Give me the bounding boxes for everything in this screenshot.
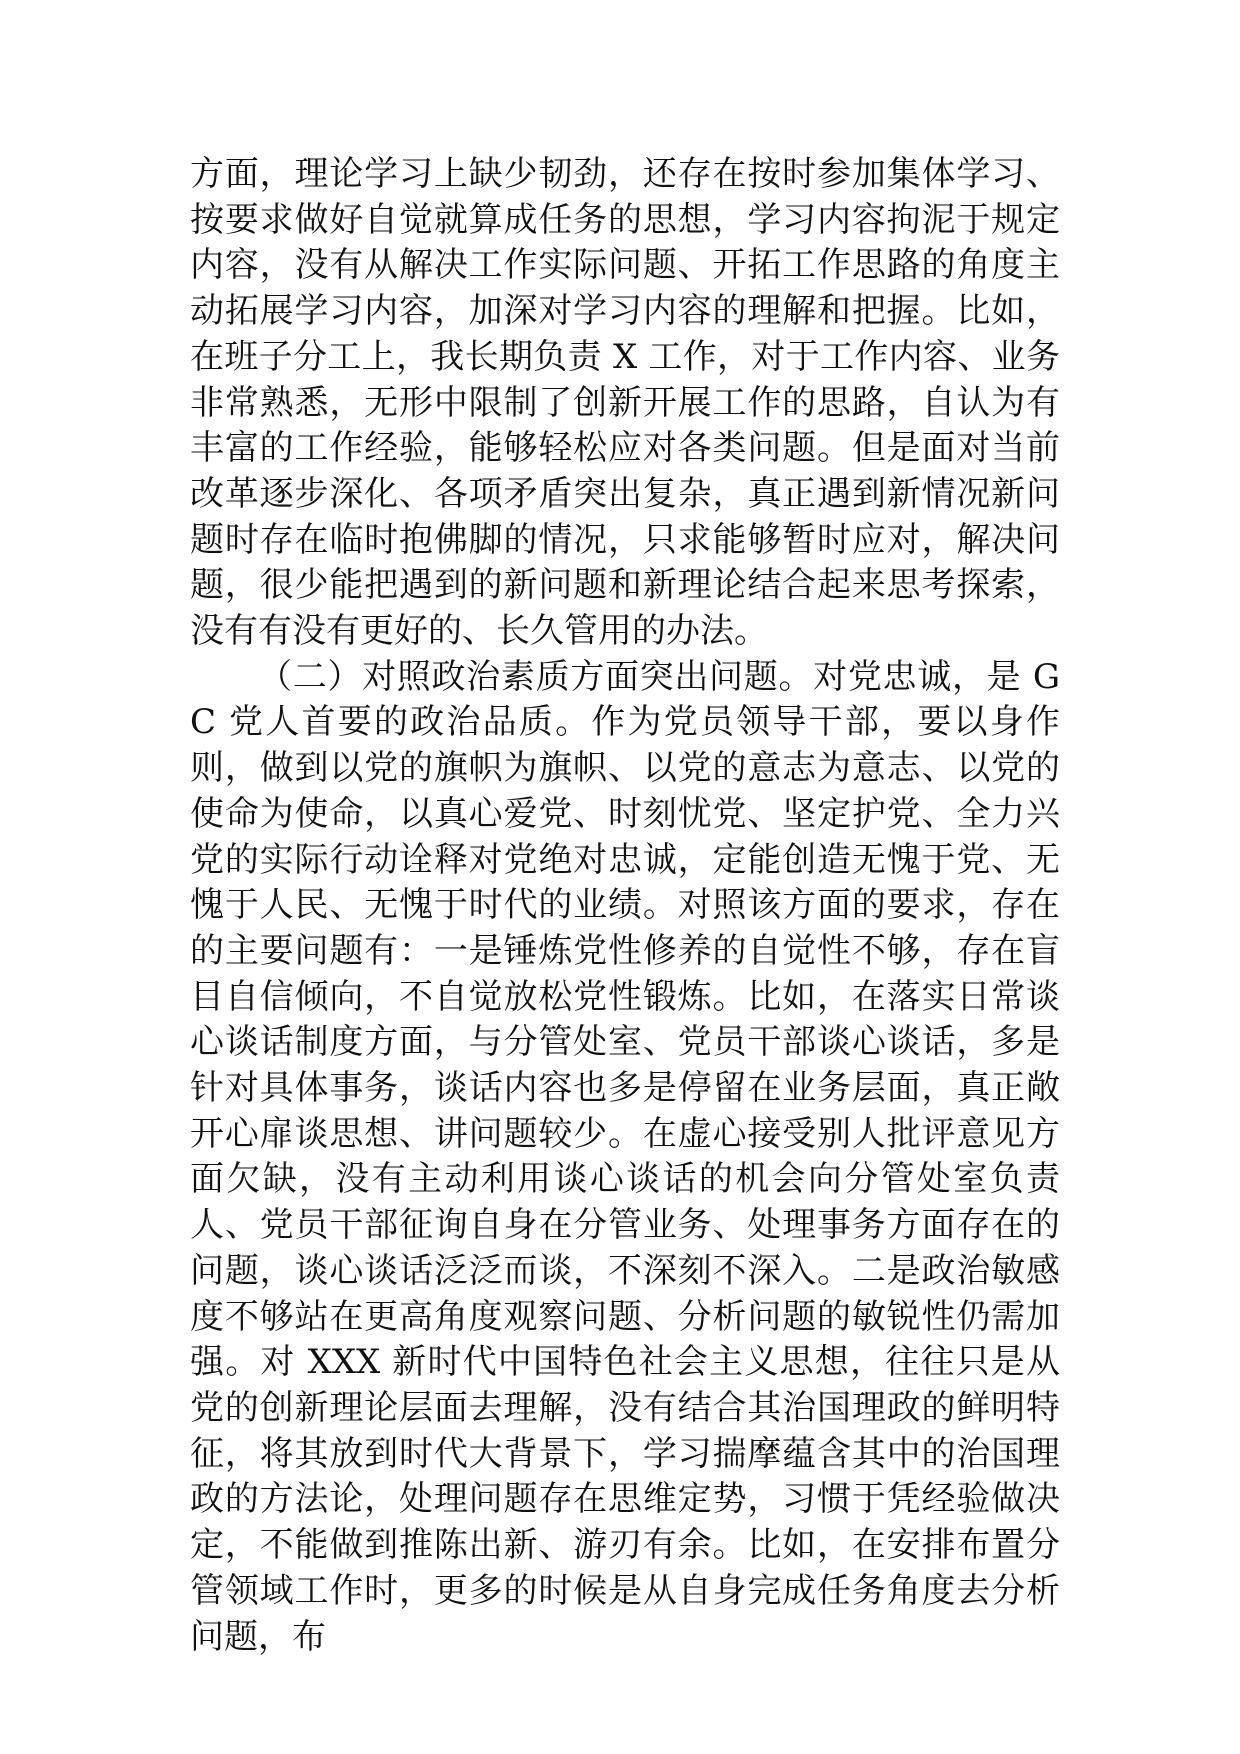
paragraph-section-two: （二）对照政治素质方面突出问题。对党忠诚，是 GC 党人首要的政治品质。作为党员领导干部，要以身作则，做到以党的旗帜为旗帜、以党的意志为意志、以党的使命为使命，以真心爱党、时刻忧党、坚定护党、全力兴党的实际行动诠释对党绝对忠诚，定能创造无愧于党、无愧于人民、无愧于时代的业绩。对照该方面的要求，存在的主要问题有：一是锤炼党性修养的自觉性不够，存在盲目自信倾向，不自觉放松党性锻炼。比如，在落实日常谈心谈话制度方面，与分管处室、党员干部谈心谈话，多是针对具体事务，谈话内容也多是停留在业务层面，真正敞开心扉谈思想、讲问题较少。在虚心接受别人批评意见方面欠缺，没有主动利用谈心谈话的机会向分管处室负责人、党员干部征询自身在分管业务、处理事务方面存在的问题，谈心谈话泛泛而谈，不深刻不深入。二是政治敏感度不够站在更高角度观察问题、分析问题的敏锐性仍需加强。对 XXX 新时代中国特色社会主义思想，往往只是从党的创新理论层面去理解，没有结合其治国理政的鲜明特征，将其放到时代大背景下，学习揣摩蕴含其中的治国理政的方法论，处理问题存在思维定势，习惯于凭经验做决定，不能做到推陈出新、游刃有余。比如，在安排布置分管领域工作时，更多的时候是从自身完成任务角度去分析问题，布	[190, 656, 1060, 1657]
document-body	[190, 152, 1060, 1660]
paragraph-continuation: 方面，理论学习上缺少韧劲，还存在按时参加集体学习、按要求做好自觉就算成任务的思想，学习内容拘泥于规定内容，没有从解决工作实际问题、开拓工作思路的角度主动拓展学习内容，加深对学习内容的理解和把握。比如，在班子分工上，我长期负责 X 工作，对于工作内容、业务非常熟悉，无形中限制了创新开展工作的思路，自认为有丰富的工作经验，能够轻松应对各类问题。但是面对当前改革逐步深化、各项矛盾突出复杂，真正遇到新情况新问题时存在临时抱佛脚的情况，只求能够暂时应对，解决问题，很少能把遇到的新问题和新理论结合起来思考探索，没有有没有更好的、长久管用的办法。	[190, 154, 1060, 652]
